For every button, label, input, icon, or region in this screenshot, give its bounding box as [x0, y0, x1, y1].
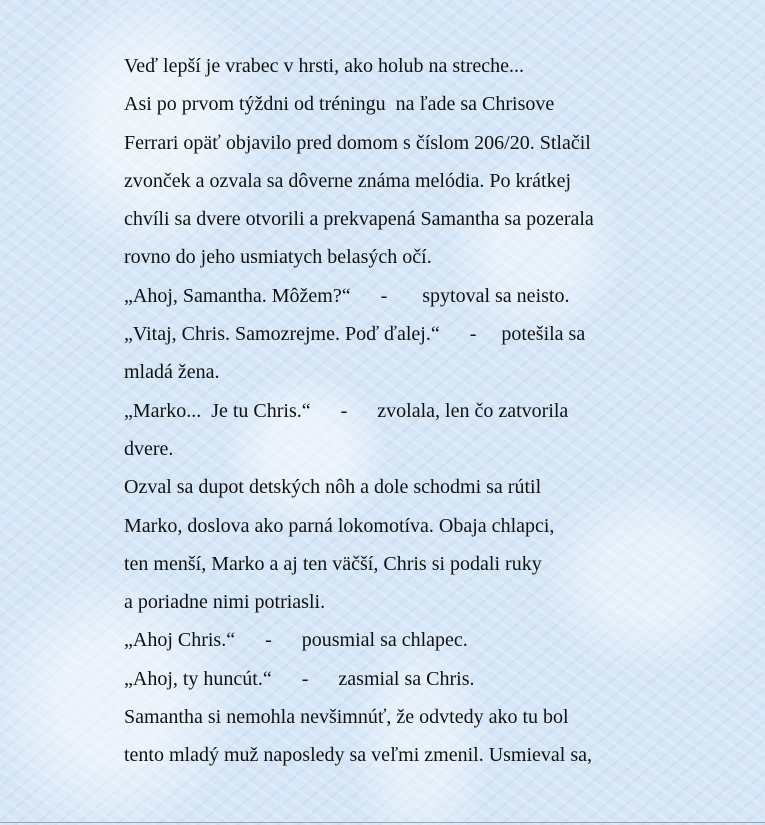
- text-line: „Ahoj, Samantha. Môžem?“ - spytoval sa neisto.: [124, 284, 570, 307]
- text-line: Ferrari opäť objavilo pred domom s číslom 206/20. Stlačil: [124, 131, 591, 154]
- page-bottom-border: [0, 822, 765, 823]
- text-line: „Ahoj Chris.“ - pousmial sa chlapec.: [124, 629, 468, 652]
- text-line: rovno do jeho usmiatych belasých očí.: [124, 246, 432, 269]
- text-line: „Vitaj, Chris. Samozrejme. Poď ďalej.“ - potešila sa: [124, 323, 586, 346]
- text-line: Veď lepší je vrabec v hrsti, ako holub na streche...: [124, 55, 525, 77]
- text-line: Samantha si nemohla nevšimnúť, že odvtedy ako tu bol: [124, 706, 569, 729]
- text-line: dvere.: [124, 437, 174, 460]
- text-line: a poriadne nimi potriasli.: [124, 591, 326, 614]
- text-line: „Marko... Je tu Chris.“ - zvolala, len čo zatvorila: [124, 399, 569, 422]
- story-text: [124, 51, 744, 779]
- text-line: ten menší, Marko a aj ten väčší, Chris si podali ruky: [124, 552, 542, 575]
- text-line: Ozval sa dupot detských nôh a dole schodmi sa rútil: [124, 476, 542, 499]
- text-line: chvíli sa dvere otvorili a prekvapená Samantha sa pozerala: [124, 208, 594, 231]
- text-line: mladá žena.: [124, 361, 220, 384]
- text-line: zvonček a ozvala sa dôverne známa melódia. Po krátkej: [124, 169, 572, 192]
- text-line: tento mladý muž naposledy sa veľmi zmenil. Usmieval sa,: [124, 744, 593, 767]
- text-line: „Ahoj, ty huncút.“ - zasmial sa Chris.: [124, 667, 475, 690]
- text-line: Marko, doslova ako parná lokomotíva. Obaja chlapci,: [124, 514, 555, 537]
- text-line: Asi po prvom týždni od tréningu na ľade sa Chrisove: [124, 93, 555, 116]
